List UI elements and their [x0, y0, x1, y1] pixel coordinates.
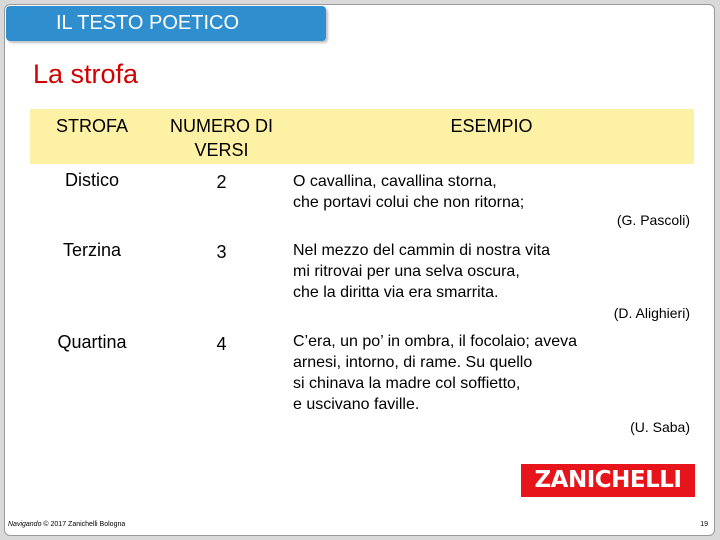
zanichelli-logo: ZANICHELLI [521, 464, 695, 497]
row-verse-count: 2 [216, 172, 227, 192]
row-verse-count: 3 [216, 242, 227, 262]
row-example-text: Nel mezzo del cammin di nostra vita mi ritrovai per una selva oscura, che la diritta via era smarrita. [293, 242, 550, 301]
table-header [30, 109, 694, 164]
row-example-author: (G. Pascoli) [616, 212, 690, 228]
row-example-text: C’era, un po’ in ombra, il focolaio; aveva arnesi, intorno, di rame. Su quello si chinava la madre col soffietto, e uscivano faville. [293, 333, 577, 413]
row-strofa-name: Quartina [57, 332, 127, 352]
section-header-tab: IL TESTO POETICO [6, 6, 326, 41]
row-strofa-name: Distico [64, 170, 119, 190]
footer-credit [8, 521, 125, 528]
footer-series-title: Navigando [8, 521, 42, 528]
column-header-esempio: ESEMPIO [450, 116, 533, 136]
row-strofa-name: Terzina [62, 240, 122, 260]
column-header-strofa: STROFA [55, 116, 128, 136]
column-header-numero-versi: NUMERO DI VERSI [170, 116, 273, 160]
page-number: 19 [700, 521, 708, 528]
row-example-text: O cavallina, cavallina storna, che portavi colui che non ritorna; [293, 173, 525, 211]
row-example-author: (D. Alighieri) [613, 305, 690, 321]
page-title: La strofa [33, 59, 139, 89]
footer-copyright: © 2017 Zanichelli Bologna [43, 521, 126, 528]
row-example-author: (U. Saba) [630, 419, 690, 435]
row-verse-count: 4 [216, 334, 227, 354]
